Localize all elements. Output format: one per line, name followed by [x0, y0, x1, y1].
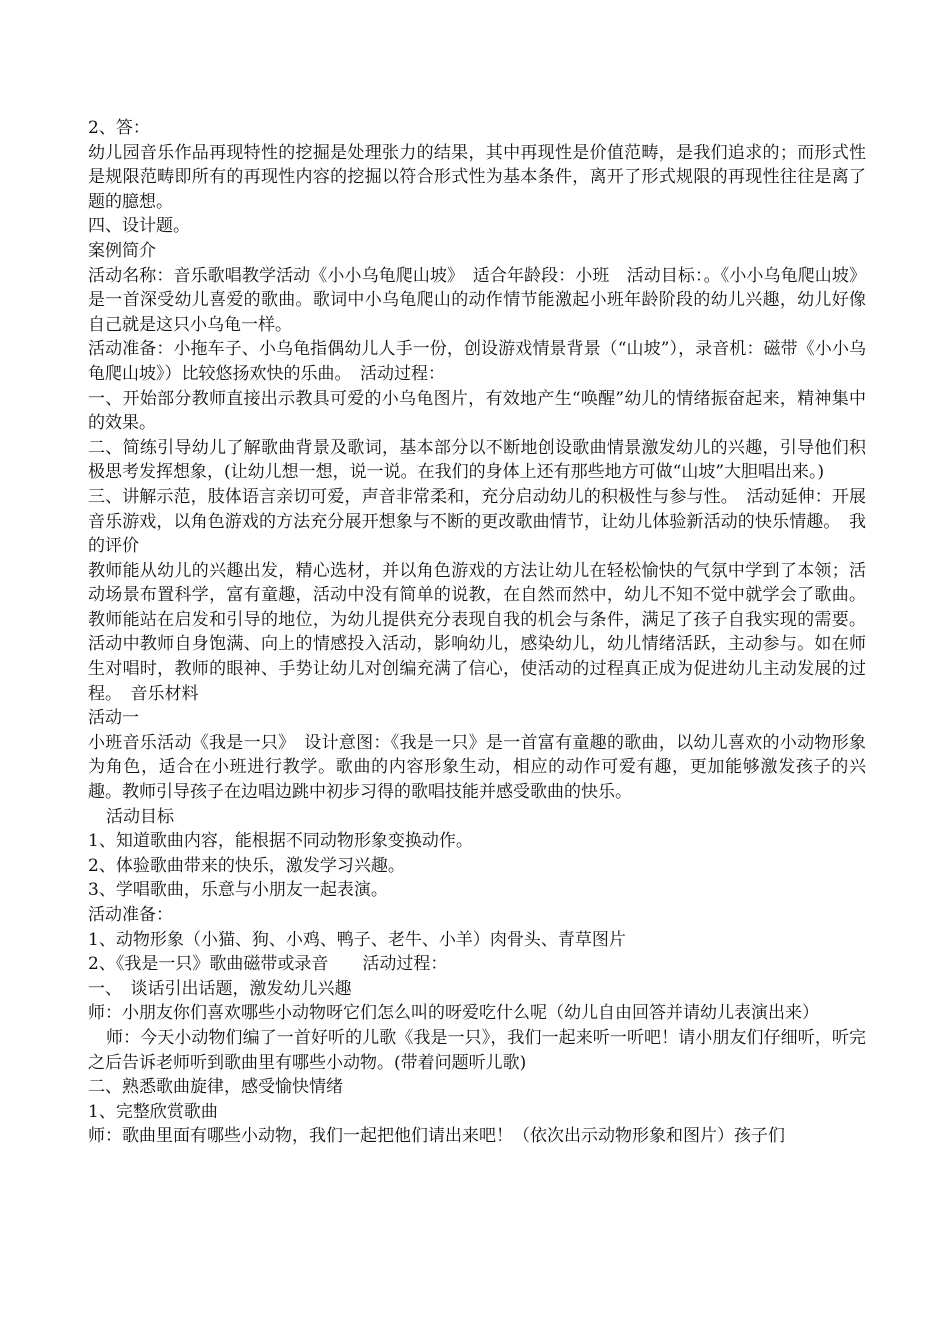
teacher-line-3: 师：歌曲里面有哪些小动物，我们一起把他们请出来吧！（依次出示动物形象和图片）孩子们 [88, 1126, 785, 1147]
process-part-1-heading: 一、 谈话引出话题，激发幼儿兴趣 [88, 978, 352, 999]
answer-heading: 2、答： [88, 118, 150, 138]
goals-heading: 活动目标 [106, 806, 174, 827]
prep-item-2: 2、《我是一只》歌曲磁带或录音 活动过程： [88, 954, 448, 975]
process-step-2: 二、简练引导幼儿了解歌曲背景及歌词，基本部分以不断地创设歌曲情景激发幼儿的兴趣，引导他们积极思考发挥想象，(让幼儿想一想，说一说。在我们的身体上还有那些地方可做“山坡”大胆唱出来。) [88, 437, 866, 483]
process-step-1: 一、开始部分教师直接出示教具可爱的小乌龟图片，有效地产生“唤醒”幼儿的情绪振奋起来，精神集中的效果。 [88, 388, 866, 434]
teacher-line-2: 师：今天小动物们编了一首好听的儿歌《我是一只》，我们一起来听一听吧！请小朋友们仔细听，听完之后告诉老师听到歌曲里有哪些小动物。(带着问题听儿歌) [88, 1027, 866, 1073]
case-intro-heading: 案例简介 [88, 240, 156, 261]
goal-item-2: 2、体验歌曲带来的快乐，激发学习兴趣。 [88, 855, 405, 876]
activity-prep-paragraph: 活动准备：小拖车子、小乌龟指偶幼儿人手一份，创设游戏情景背景（“山坡”），录音机：磁带《小小乌龟爬山坡》）比较悠扬欢快的乐曲。 活动过程： [88, 339, 866, 384]
process-step-3: 三、讲解示范，肢体语言亲切可爱，声音非常柔和，充分启动幼儿的积极性与参与性。 活动延伸：开展音乐游戏，以角色游戏的方法充分展开想象与不断的更改歌曲情节，让幼儿体验新活动的快乐情趣。 我的评价 [88, 486, 866, 557]
goal-item-1: 1、知道歌曲内容，能根据不同动物形象变换动作。 [88, 831, 473, 852]
process-part-2-heading: 二、熟悉歌曲旋律，感受愉快情绪 [88, 1077, 343, 1098]
prep-item-1: 1、动物形象（小猫、狗、小鸡、鸭子、老牛、小羊）肉骨头、青草图片 [88, 929, 626, 950]
section-heading-design: 四、设计题。 [88, 216, 190, 237]
activity-one-heading: 活动一 [88, 708, 139, 729]
prep-heading: 活动准备： [88, 905, 173, 925]
teacher-line-1: 师：小朋友你们喜欢哪些小动物呀它们怎么叫的呀爱吃什么呢（幼儿自由回答并请幼儿表演出来） [88, 1003, 819, 1024]
goal-item-3: 3、学唱歌曲，乐意与小朋友一起表演。 [88, 880, 388, 901]
activity-one-intent: 小班音乐活动《我是一只》 设计意图：《我是一只》是一首富有童趣的歌曲，以幼儿喜欢的小动物形象为角色，适合在小班进行教学。歌曲的内容形象生动，相应的动作可爱有趣，更加能够激发孩子的兴趣。教师引导孩子在边唱边跳中初步习得的歌唱技能并感受歌曲的快乐。 [88, 732, 866, 803]
process-part-2-step-1: 1、完整欣赏歌曲 [88, 1101, 218, 1122]
answer-paragraph: 幼儿园音乐作品再现特性的挖掘是处理张力的结果，其中再现性是价值范畴，是我们追求的；而形式性是规限范畴即所有的再现性内容的挖掘以符合形式性为基本条件，离开了形式规限的再现性往往是离了题的臆想。 [88, 142, 866, 212]
activity-name-paragraph: 活动名称：音乐歌唱教学活动《小小乌龟爬山坡》 适合年龄段：小班 活动目标：。《小小乌龟爬山坡》是一首深受幼儿喜爱的歌曲。歌词中小乌龟爬山的动作情节能激起小班年龄阶段的幼儿兴趣，幼儿好像自己就是这只小乌龟一样。 [88, 265, 866, 335]
document-body [88, 116, 866, 1149]
evaluation-paragraph: 教师能从幼儿的兴趣出发，精心选材，并以角色游戏的方法让幼儿在轻松愉快的气氛中学到了本领；活动场景布置科学，富有童趣，活动中没有简单的说教，在自然而然中，幼儿不知不觉中就学会了歌曲。教师能站在启发和引导的地位，为幼儿提供充分表现自我的机会与条件，满足了孩子自我实现的需要。活动中教师自身饱满、向上的情感投入活动，影响幼儿，感染幼儿，幼儿情绪活跃，主动参与。如在师生对唱时，教师的眼神、手势让幼儿对创编充满了信心，使活动的过程真正成为促进幼儿主动发展的过程。 音乐材料 [88, 560, 866, 704]
